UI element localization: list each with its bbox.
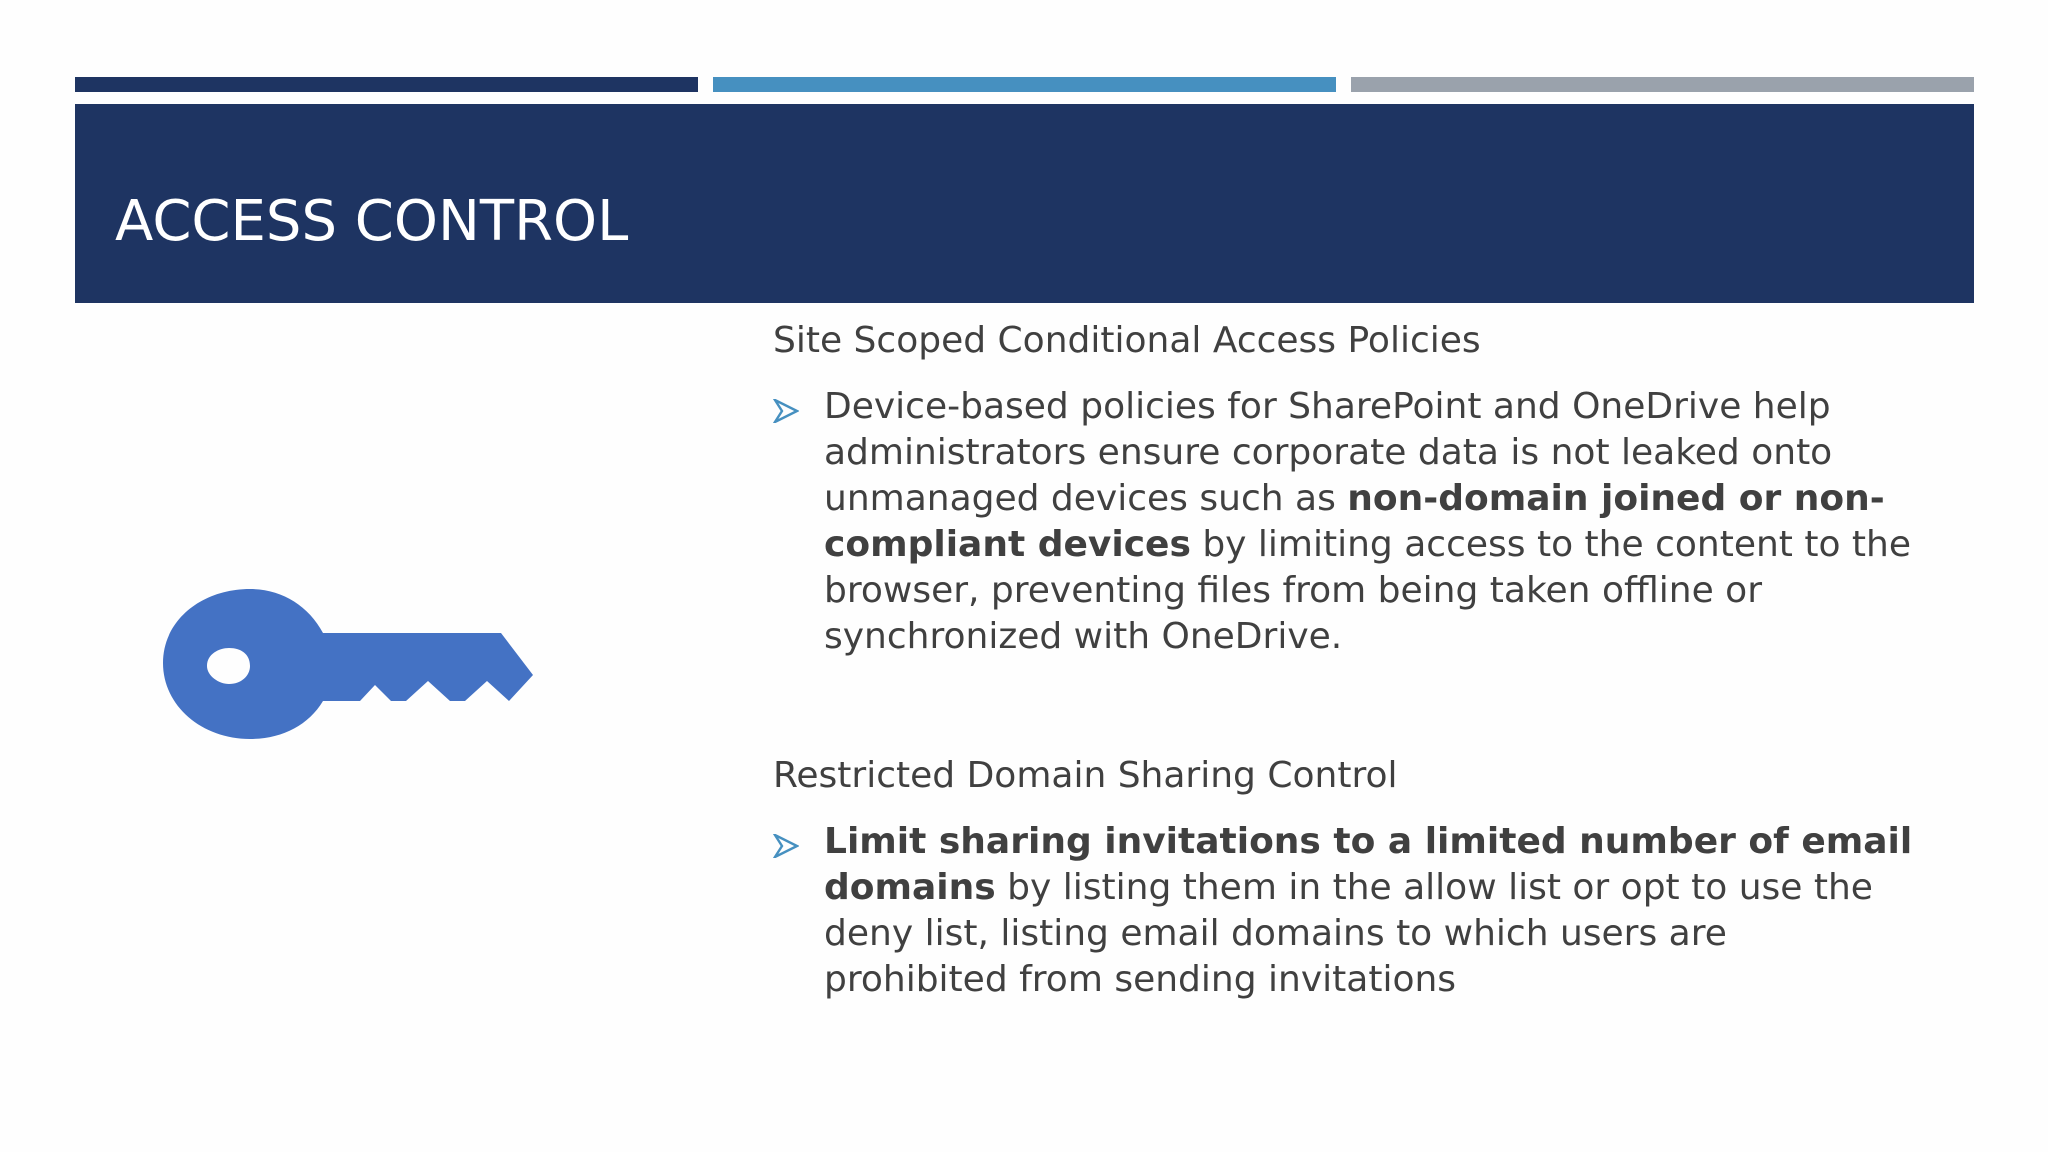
accent-stripe-mid (713, 77, 1336, 92)
bullet-item (773, 384, 1913, 660)
bullet-text-part: by listing them in the allow list or opt to use the deny list, listing email domains to which users are prohibited from sending invitations (824, 867, 1873, 1000)
bullet-item (773, 819, 1913, 1003)
section-heading: Site Scoped Conditional Access Policies (773, 320, 1481, 361)
arrow-bullet-icon (773, 399, 799, 423)
bullet-text (824, 384, 1913, 660)
section-domain-sharing (773, 753, 1913, 1003)
arrow-bullet-icon (773, 834, 799, 858)
bullet-text-part: by limiting access to the content to the browser, preventing files from being taken offline or synchronized with OneDrive. (824, 524, 1912, 657)
bullet-text-bold: Limit sharing invitations to a limited number of email domains (824, 821, 1913, 908)
content-area (773, 318, 1913, 1000)
title-bar (75, 104, 1974, 303)
key-icon (160, 588, 540, 740)
bullet-text-part: Device-based policies for SharePoint and OneDrive help administrators ensure corporate data is not leaked onto unmanaged devices such as (824, 386, 1833, 519)
accent-stripe-light (1351, 77, 1974, 92)
bullet-text (824, 819, 1913, 1003)
bullet-text-bold: non-domain joined or non-compliant devices (824, 478, 1885, 565)
accent-stripe-dark (75, 77, 698, 92)
slide-title: ACCESS CONTROL (115, 189, 629, 254)
section-heading: Restricted Domain Sharing Control (773, 755, 1398, 796)
section-conditional-access (773, 318, 1913, 660)
